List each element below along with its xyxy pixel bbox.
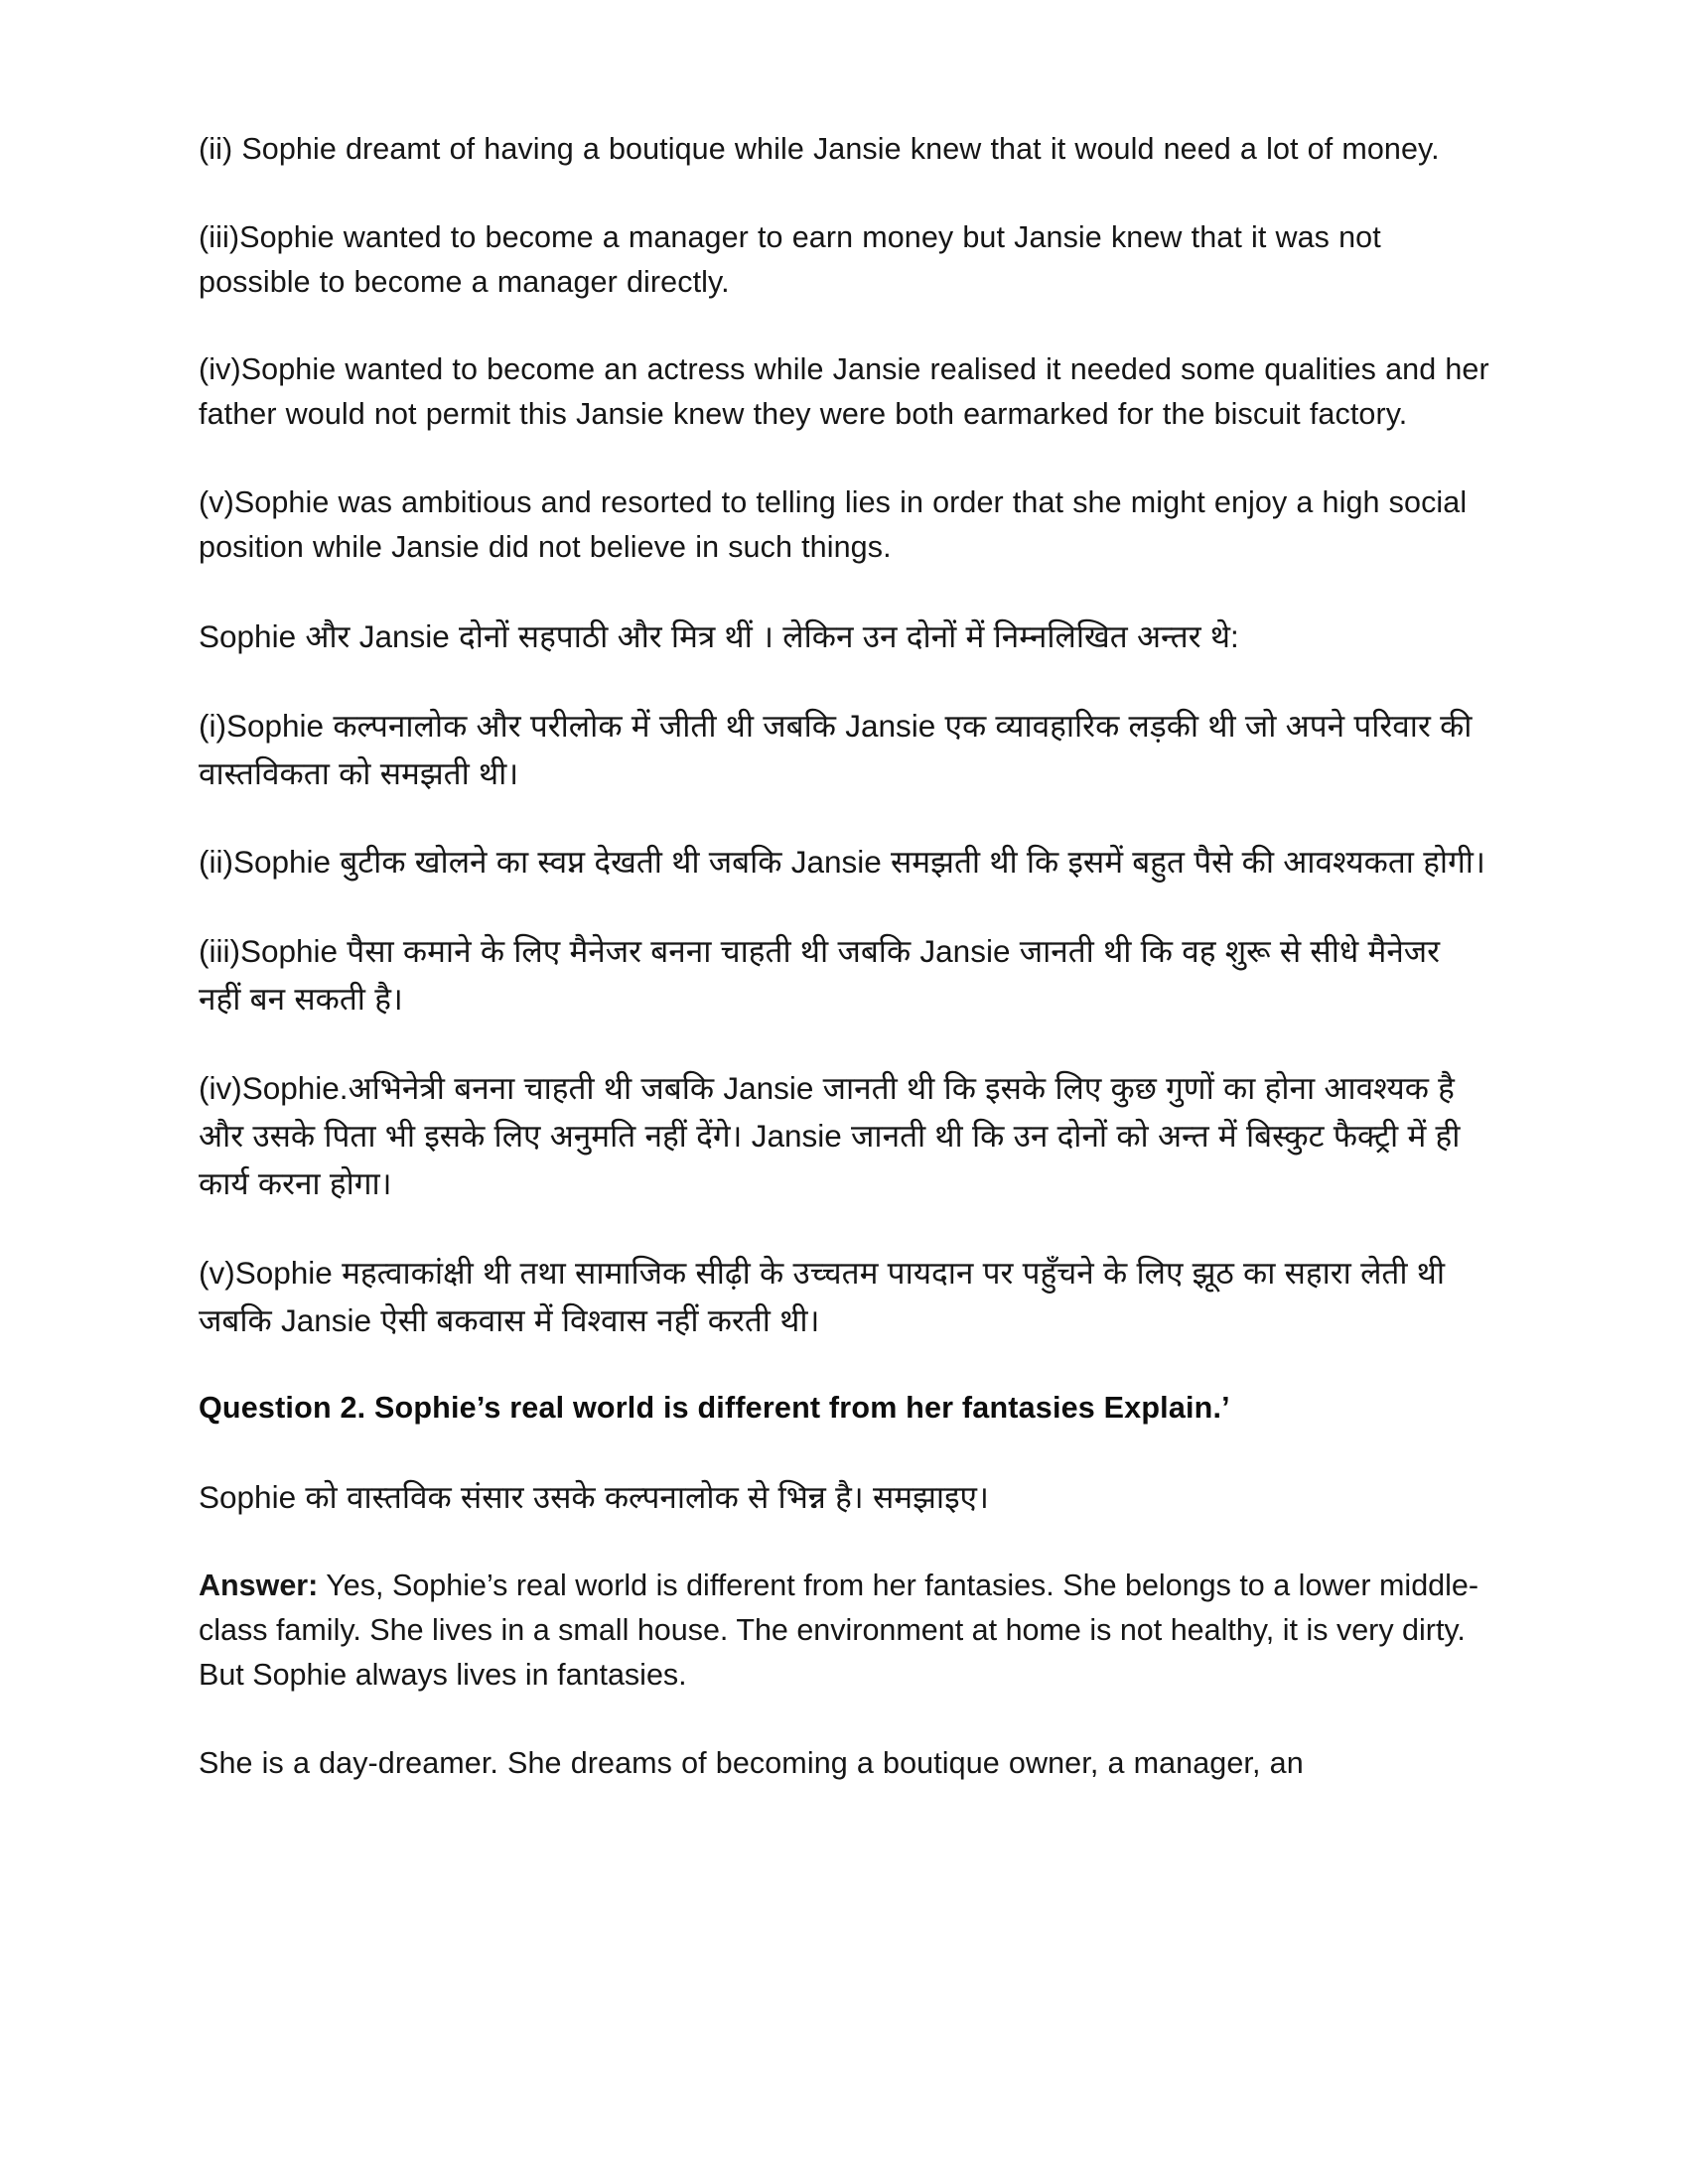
paragraph-en-ii: (ii) Sophie dreamt of having a boutique while Jansie knew that it would need a lot of money.: [199, 132, 1440, 166]
paragraph-en-iv: (iv)Sophie wanted to become an actress while Jansie realised it needed some qualities and her father would not permit this Jansie knew they were both earmarked for the biscuit factory.: [199, 352, 1489, 432]
answer-paragraph: [199, 1564, 1489, 1697]
paragraph-en-v: (v)Sophie was ambitious and resorted to telling lies in order that she might enjoy a high social position while Jansie did not believe in such things.: [199, 485, 1468, 564]
answer-text: Yes, Sophie’s real world is different from her fantasies. She belongs to a lower middle-class family. She lives in a small house. The environment at home is not healthy, it is very dirty. But Sophie always lives in fantasies.: [199, 1569, 1479, 1692]
paragraph-hi-v: (v)Sophie महत्वाकांक्षी थी तथा सामाजिक सीढ़ी के उच्चतम पायदान पर पहुँचने के लिए झूठ का सहारा लेती थी जबकि Jansie ऐसी बकवास में विश्वास नहीं करती थी।: [199, 1254, 1446, 1338]
question-heading-hindi: Sophie को वास्तविक संसार उसके कल्पनालोक से भिन्न है। समझाइए।: [199, 1479, 989, 1516]
paragraph-hi-intro: Sophie और Jansie दोनों सहपाठी और मित्र थीं । लेकिन उन दोनों में निम्नलिखित अन्तर थे:: [199, 617, 1239, 654]
closing-paragraph: She is a day-dreamer. She dreams of becoming a boutique owner, a manager, an: [199, 1745, 1304, 1780]
paragraph-hi-i: (i)Sophie कल्पनालोक और परीलोक में जीती थी जबकि Jansie एक व्यावहारिक लड़की थी जो अपने परिवार की वास्तविकता को समझती थी।: [199, 707, 1473, 791]
question-heading: Question 2. Sophie’s real world is different from her fantasies Explain.’: [199, 1391, 1230, 1426]
paragraph-hi-iv: (iv)Sophie.अभिनेत्री बनना चाहती थी जबकि Jansie जानती थी कि इसके लिए कुछ गुणों का होना आवश्यक है और उसके पिता भी इसके लिए अनुमति नहीं देंगे। Jansie जानती थी कि उन दोनों को अन्त में बिस्कुट फैक्ट्री में ही कार्य करना होगा।: [199, 1070, 1461, 1201]
paragraph-hi-ii: (ii)Sophie बुटीक खोलने का स्वप्न देखती थी जबकि Jansie समझती थी कि इसमें बहुत पैसे की आवश्यकता होगी।: [199, 844, 1485, 881]
document-body: [199, 127, 1489, 1785]
paragraph-hi-iii: (iii)Sophie पैसा कमाने के लिए मैनेजर बनना चाहती थी जबकि Jansie जानती थी कि वह शुरू से सीधे मैनेजर नहीं बन सकती है।: [199, 933, 1441, 1018]
answer-label: Answer:: [199, 1569, 319, 1603]
paragraph-en-iii: (iii)Sophie wanted to become a manager to earn money but Jansie knew that it was not possible to become a manager directly.: [199, 219, 1381, 299]
